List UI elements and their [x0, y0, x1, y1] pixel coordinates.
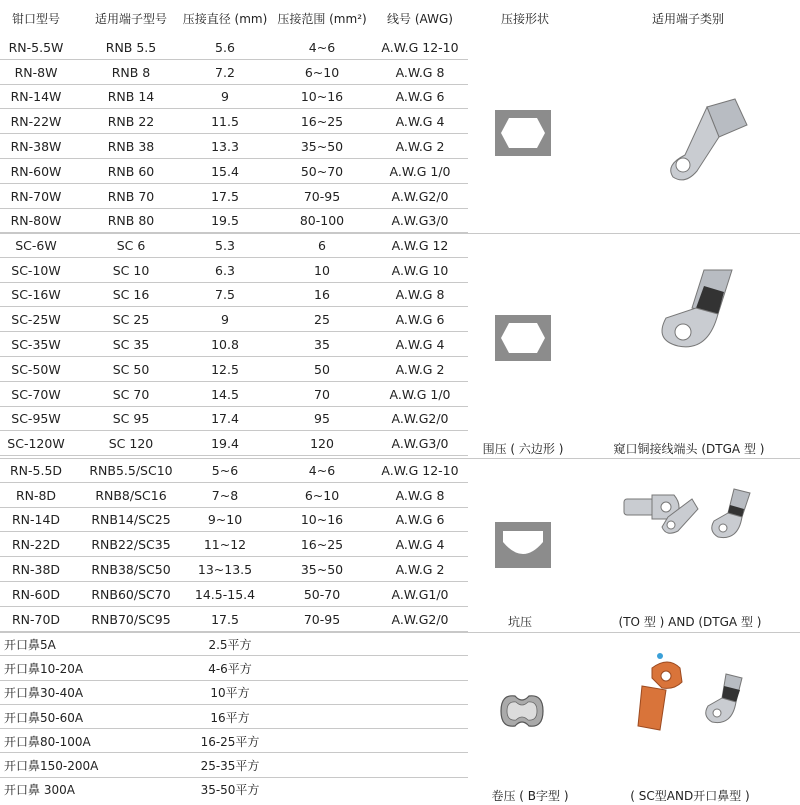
- shape-label-b-type: 卷压 ( B字型 ): [491, 789, 569, 803]
- jaw-model-cell: RN-38W: [10, 139, 62, 155]
- crimp-diameter-cell: 17.5: [211, 611, 239, 627]
- ring-terminal-icon: [655, 95, 750, 185]
- jaw-model-cell: SC-50W: [11, 361, 61, 377]
- category-label-dtga: 窥口铜接线端头 (DTGA 型 ): [613, 442, 765, 456]
- header-crimp-diameter: 压接直径 (mm): [182, 12, 268, 26]
- terminal-model-cell: SC 35: [112, 337, 150, 353]
- crimp-diameter-cell: 17.5: [211, 188, 239, 204]
- jaw-model-cell: RN-38D: [11, 562, 61, 578]
- table-row: [0, 382, 468, 407]
- crimp-diameter-cell: 5~6: [211, 462, 239, 478]
- crimp-diameter-cell: 11.5: [211, 114, 239, 130]
- header-crimp-range: 压接范围 (mm²): [277, 12, 367, 26]
- terminal-model-cell: RNB 22: [107, 114, 155, 130]
- awg-cell: A.W.G 4: [395, 114, 445, 130]
- table-row: [0, 705, 468, 729]
- crimp-range-cell: 50: [314, 361, 330, 377]
- crimp-range-cell: 95: [314, 411, 330, 427]
- crimp-diameter-cell: 5.3: [215, 237, 235, 253]
- header-terminal-category: 适用端子类别: [651, 12, 725, 26]
- jaw-model-cell: RN-60D: [11, 586, 61, 602]
- terminal-model-cell: SC 16: [112, 287, 150, 303]
- table-row: [0, 134, 468, 159]
- terminal-model-cell: RNB 14: [107, 89, 155, 105]
- jaw-model-cell: RN-60W: [10, 163, 62, 179]
- row-divider: [0, 455, 468, 456]
- crimp-range-cell: 10~16: [300, 512, 344, 528]
- crimp-range-cell: 16: [314, 287, 330, 303]
- to-and-dtga-terminals-icon: [622, 485, 758, 543]
- table-row: [0, 681, 468, 705]
- crimp-diameter-cell: 7.5: [215, 287, 235, 303]
- awg-cell: A.W.G 6: [395, 89, 445, 105]
- group-separator: [0, 458, 800, 459]
- terminal-model-cell: RNB38/SC50: [91, 562, 171, 578]
- crimp-diameter-cell: 11~12: [203, 537, 247, 553]
- crimp-diameter-cell: 19.4: [211, 436, 239, 452]
- jaw-model-cell: SC-70W: [11, 386, 61, 402]
- table-row: [0, 431, 468, 456]
- crimp-range-cell: 10~16: [300, 89, 344, 105]
- jaw-model-cell: RN-22W: [10, 114, 62, 130]
- awg-cell: A.W.G 6: [395, 512, 445, 528]
- terminal-model-cell: RNB60/SC70: [91, 586, 171, 602]
- open-nose-model-cell: 开口鼻30-40A: [4, 686, 84, 701]
- jaw-model-cell: RN-14W: [10, 89, 62, 105]
- open-nose-area-cell: 2.5平方: [208, 637, 252, 652]
- crimp-diameter-cell: 7.2: [215, 64, 235, 80]
- table-row: [0, 60, 468, 85]
- open-nose-model-cell: 开口鼻 300A: [4, 783, 75, 798]
- open-nose-model-cell: 开口鼻50-60A: [4, 710, 84, 725]
- open-nose-model-cell: 开口鼻150-200A: [4, 759, 99, 774]
- awg-cell: A.W.G 2: [395, 361, 445, 377]
- dtga-terminal-icon: [648, 262, 748, 362]
- crimp-range-cell: 16~25: [300, 114, 344, 130]
- open-nose-model-cell: 开口鼻10-20A: [4, 661, 84, 676]
- jaw-model-cell: RN-80W: [10, 213, 62, 229]
- crimp-diameter-cell: 14.5-15.4: [194, 586, 256, 602]
- hexagon-crimp-die-icon: [495, 110, 551, 156]
- terminal-model-cell: SC 10: [112, 262, 150, 278]
- crimp-range-cell: 80-100: [299, 213, 345, 229]
- awg-cell: A.W.G2/0: [391, 411, 449, 427]
- terminal-model-cell: RNB 8: [111, 64, 151, 80]
- awg-cell: A.W.G3/0: [391, 436, 449, 452]
- table-row: [0, 508, 468, 533]
- table-row: [0, 483, 468, 508]
- crimp-range-cell: 10: [314, 262, 330, 278]
- open-nose-area-cell: 16平方: [210, 710, 250, 725]
- table-row: [0, 582, 468, 607]
- terminal-model-cell: SC 95: [112, 411, 150, 427]
- awg-cell: A.W.G3/0: [391, 213, 449, 229]
- group-separator: [0, 233, 800, 234]
- jaw-model-cell: RN-14D: [11, 512, 61, 528]
- crimp-range-cell: 35: [314, 337, 330, 353]
- open-nose-area-cell: 25-35平方: [200, 759, 260, 774]
- crimp-diameter-cell: 13~13.5: [197, 562, 253, 578]
- table-row: [0, 778, 468, 802]
- terminal-model-cell: RNB22/SC35: [91, 537, 171, 553]
- terminal-model-cell: RNB 70: [107, 188, 155, 204]
- indent-crimp-die-icon: [495, 522, 551, 568]
- terminal-model-cell: RNB 5.5: [105, 39, 157, 55]
- category-label-sc-open-nose: ( SC型AND开口鼻型 ): [630, 789, 750, 803]
- awg-cell: A.W.G2/0: [391, 611, 449, 627]
- table-row: [0, 632, 468, 656]
- crimp-range-cell: 6~10: [304, 64, 340, 80]
- crimp-range-cell: 35~50: [300, 139, 344, 155]
- table-row: [0, 607, 468, 632]
- open-nose-model-cell: 开口鼻5A: [4, 637, 56, 652]
- crimp-range-cell: 4~6: [308, 39, 336, 55]
- terminal-model-cell: RNB 60: [107, 163, 155, 179]
- crimp-diameter-cell: 6.3: [215, 262, 235, 278]
- header-terminal-model: 适用端子型号: [94, 12, 168, 26]
- jaw-model-cell: RN-70W: [10, 188, 62, 204]
- jaw-model-cell: SC-16W: [11, 287, 61, 303]
- terminal-model-cell: RNB 38: [107, 139, 155, 155]
- jaw-model-cell: RN-22D: [11, 537, 61, 553]
- crimp-diameter-cell: 9: [221, 89, 229, 105]
- awg-cell: A.W.G 12-10: [381, 462, 459, 478]
- awg-cell: A.W.G 1/0: [389, 163, 451, 179]
- terminal-model-cell: RNB14/SC25: [91, 512, 171, 528]
- terminal-model-cell: SC 25: [112, 312, 150, 328]
- jaw-model-cell: SC-6W: [15, 237, 57, 253]
- awg-cell: A.W.G 4: [395, 337, 445, 353]
- terminal-model-cell: SC 6: [116, 237, 146, 253]
- table-row: [0, 209, 468, 234]
- crimp-diameter-cell: 5.6: [215, 39, 235, 55]
- jaw-model-cell: SC-10W: [11, 262, 61, 278]
- terminal-model-cell: RNB70/SC95: [91, 611, 171, 627]
- crimp-diameter-cell: 17.4: [211, 411, 239, 427]
- jaw-model-cell: SC-35W: [11, 337, 61, 353]
- table-header: [0, 0, 800, 34]
- open-nose-area-cell: 4-6平方: [208, 661, 252, 676]
- hexagon-crimp-die-icon: [495, 315, 551, 361]
- open-nose-area-cell: 16-25平方: [200, 734, 260, 749]
- table-row: [0, 557, 468, 582]
- category-label-to-dtga: (TO 型 ) AND (DTGA 型 ): [618, 615, 762, 629]
- table-row: [0, 35, 468, 60]
- crimp-diameter-cell: 9~10: [207, 512, 243, 528]
- table-row: [0, 258, 468, 283]
- crimp-diameter-cell: 15.4: [211, 163, 239, 179]
- header-jaw-model: 钳口型号: [11, 12, 61, 26]
- group-separator: [0, 632, 800, 633]
- jaw-model-cell: RN-70D: [11, 611, 61, 627]
- open-nose-area-cell: 10平方: [210, 686, 250, 701]
- crimp-range-cell: 6: [318, 237, 326, 253]
- terminal-model-cell: SC 70: [112, 386, 150, 402]
- table-row: [0, 754, 468, 778]
- awg-cell: A.W.G 1/0: [389, 386, 451, 402]
- crimp-diameter-cell: 14.5: [211, 386, 239, 402]
- awg-cell: A.W.G 12: [391, 237, 449, 253]
- crimp-range-cell: 120: [310, 436, 334, 452]
- awg-cell: A.W.G 10: [391, 262, 449, 278]
- table-row: [0, 283, 468, 308]
- crimp-diameter-cell: 9: [221, 312, 229, 328]
- table-row: [0, 109, 468, 134]
- table-row: [0, 85, 468, 110]
- crimp-range-cell: 70-95: [303, 188, 341, 204]
- awg-cell: A.W.G 4: [395, 537, 445, 553]
- awg-cell: A.W.G 2: [395, 139, 445, 155]
- crimp-range-cell: 70-95: [303, 611, 341, 627]
- table-row: [0, 184, 468, 209]
- terminal-model-cell: RNB5.5/SC10: [89, 462, 173, 478]
- table-row: [0, 407, 468, 432]
- shape-label-hexagon: 围压 ( 六边形 ): [482, 442, 564, 456]
- open-nose-area-cell: 35-50平方: [200, 783, 260, 798]
- awg-cell: A.W.G2/0: [391, 188, 449, 204]
- table-row: [0, 729, 468, 753]
- jaw-model-cell: RN-8W: [14, 64, 58, 80]
- jaw-model-cell: SC-25W: [11, 312, 61, 328]
- table-row: [0, 332, 468, 357]
- jaw-model-cell: SC-120W: [7, 436, 65, 452]
- crimp-range-cell: 35~50: [300, 562, 344, 578]
- crimp-diameter-cell: 19.5: [211, 213, 239, 229]
- crimp-diameter-cell: 13.3: [211, 139, 239, 155]
- terminal-model-cell: RNB 80: [107, 213, 155, 229]
- b-type-crimp-die-icon: [497, 690, 547, 732]
- jaw-model-cell: RN-5.5D: [9, 462, 63, 478]
- jaw-model-cell: SC-95W: [11, 411, 61, 427]
- table-row: [0, 307, 468, 332]
- terminal-model-cell: SC 50: [112, 361, 150, 377]
- awg-cell: A.W.G 12-10: [381, 39, 459, 55]
- awg-cell: A.W.G 8: [395, 287, 445, 303]
- jaw-model-cell: RN-8D: [15, 487, 57, 503]
- table-row: [0, 532, 468, 557]
- crimp-range-cell: 50-70: [303, 586, 341, 602]
- header-crimp-shape: 压接形状: [500, 12, 550, 26]
- crimp-diameter-cell: 7~8: [211, 487, 239, 503]
- table-row: [0, 233, 468, 258]
- terminal-model-cell: RNB8/SC16: [95, 487, 167, 503]
- crimp-diameter-cell: 10.8: [211, 337, 239, 353]
- awg-cell: A.W.G 6: [395, 312, 445, 328]
- sc-and-open-nose-terminals-icon: [622, 650, 758, 732]
- shape-label-indent: 坑压: [507, 615, 533, 629]
- crimp-range-cell: 16~25: [300, 537, 344, 553]
- awg-cell: A.W.G 8: [395, 487, 445, 503]
- awg-cell: A.W.G 8: [395, 64, 445, 80]
- crimp-diameter-cell: 12.5: [211, 361, 239, 377]
- table-row: [0, 656, 468, 680]
- awg-cell: A.W.G 2: [395, 562, 445, 578]
- table-row: [0, 357, 468, 382]
- crimp-range-cell: 25: [314, 312, 330, 328]
- awg-cell: A.W.G1/0: [391, 586, 449, 602]
- crimp-range-cell: 70: [314, 386, 330, 402]
- header-awg: 线号 (AWG): [387, 12, 453, 26]
- open-nose-model-cell: 开口鼻80-100A: [4, 734, 91, 749]
- terminal-model-cell: SC 120: [108, 436, 154, 452]
- table-row: [0, 458, 468, 483]
- table-row: [0, 159, 468, 184]
- crimp-range-cell: 6~10: [304, 487, 340, 503]
- crimp-range-cell: 50~70: [300, 163, 344, 179]
- jaw-model-cell: RN-5.5W: [8, 39, 64, 55]
- crimp-range-cell: 4~6: [308, 462, 336, 478]
